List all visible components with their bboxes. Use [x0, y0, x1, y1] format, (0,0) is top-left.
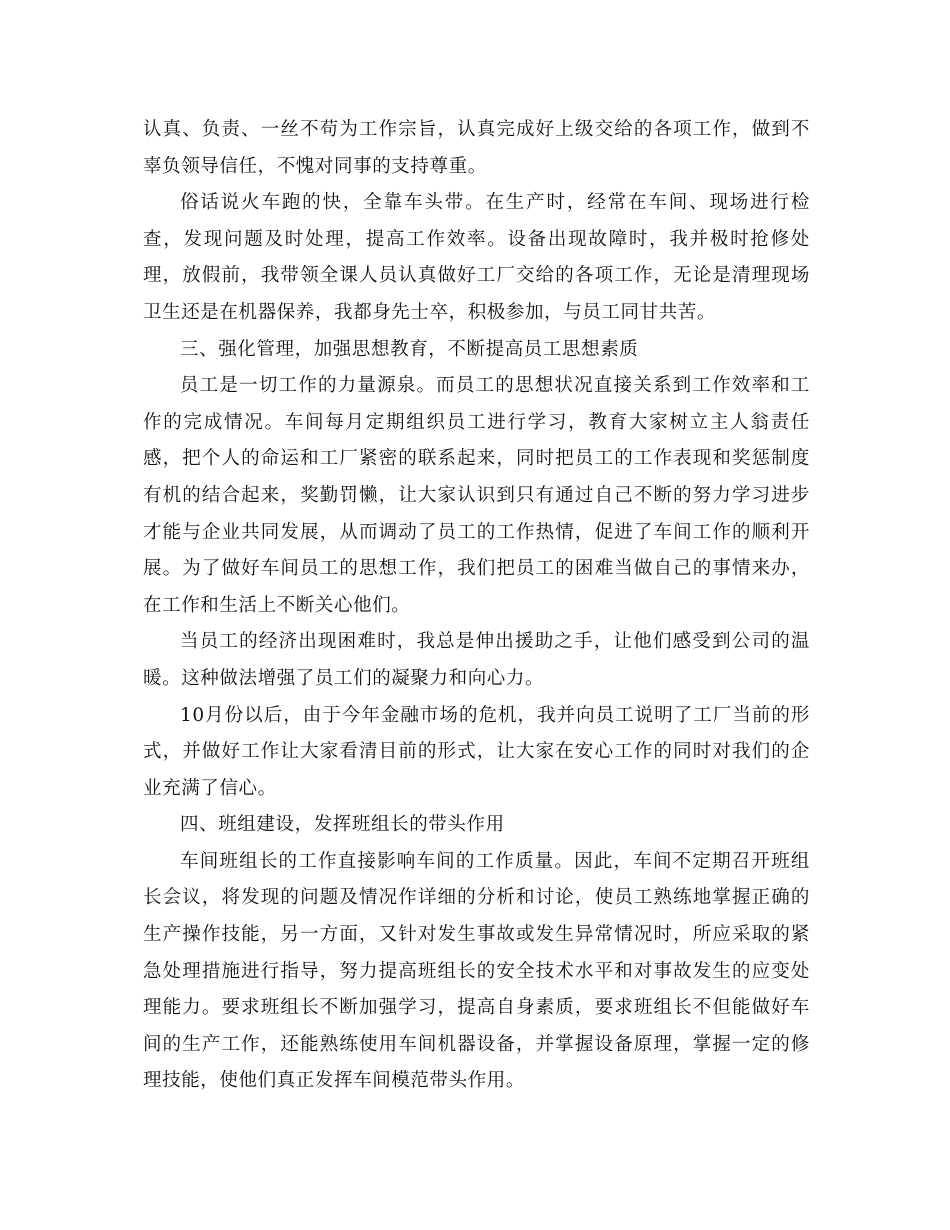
paragraph-continuation: 认真、负责、一丝不苟为工作宗旨，认真完成好上级交给的各项工作，做到不辜负领导信任，不愧对同事的支持尊重。	[143, 119, 810, 177]
document-body	[143, 112, 810, 1100]
paragraph-october: 10月份以后，由于今年金融市场的危机，我并向员工说明了工厂当前的形式，并做好工作让大家看清目前的形式，让大家在安心工作的同时对我们的企业充满了信心。	[143, 704, 810, 799]
paragraph-team-leaders: 车间班组长的工作直接影响车间的工作质量。因此，车间不定期召开班组长会议，将发现的问题及情况作详细的分析和讨论，使员工熟练地掌握正确的生产操作技能，另一方面，又针对发生事故或发生异常情况时，所应采取的紧急处理措施进行指导，努力提高班组长的安全技术水平和对事故发生的应变处理能力。要求班组长不断加强学习，提高自身素质，要求班组长不但能做好车间的生产工作，还能熟练使用车间机器设备，并掌握设备原理，掌握一定的修理技能，使他们真正发挥车间模范带头作用。	[143, 850, 810, 1092]
paragraph-employee-thought: 员工是一切工作的力量源泉。而员工的思想状况直接关系到工作效率和工作的完成情况。车间每月定期组织员工进行学习，教育大家树立主人翁责任感，把个人的命运和工厂紧密的联系起来，同时把员工的工作表现和奖惩制度有机的结合起来，奖勤罚懒，让大家认识到只有通过自己不断的努力学习进步才能与企业共同发展，从而调动了员工的工作热情，促进了车间工作的顺利开展。为了做好车间员工的思想工作，我们把员工的困难当做自己的事情来办，在工作和生活上不断关心他们。	[143, 375, 810, 616]
paragraph-assistance: 当员工的经济出现困难时，我总是伸出援助之手，让他们感受到公司的温暖。这种做法增强了员工们的凝聚力和向心力。	[143, 631, 810, 689]
paragraph-train-analogy: 俗话说火车跑的快，全靠车头带。在生产时，经常在车间、现场进行检查，发现问题及时处理，提高工作效率。设备出现故障时，我并极时抢修处理，放假前，我带领全课人员认真做好工厂交给的各项工作，无论是清理现场卫生还是在机器保养，我都身先士卒，积极参加，与员工同甘共苦。	[143, 192, 810, 323]
section-heading-4: 四、班组建设，发挥班组长的带头作用	[180, 814, 505, 836]
section-heading-3: 三、强化管理，加强思想教育，不断提高员工思想素质	[180, 338, 639, 360]
